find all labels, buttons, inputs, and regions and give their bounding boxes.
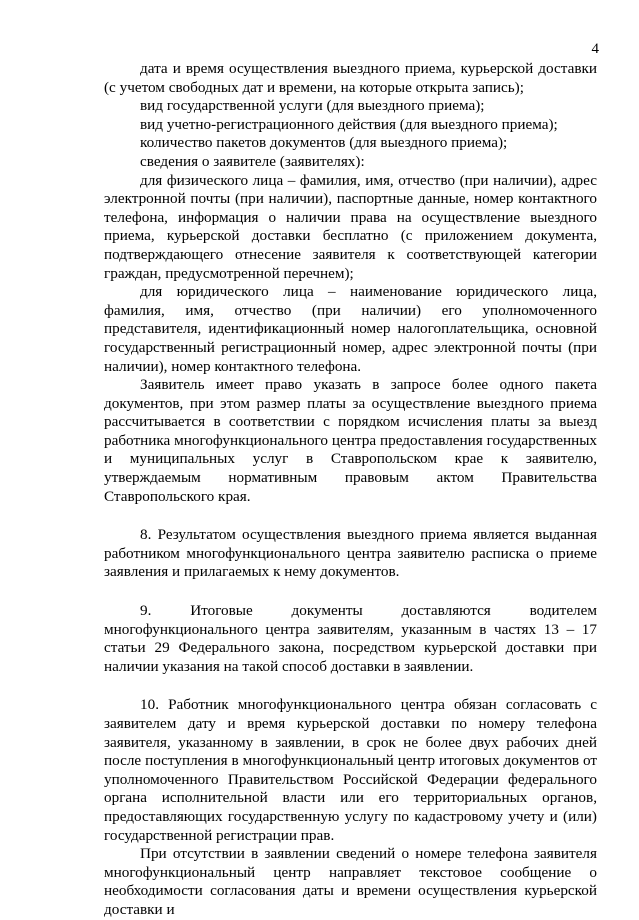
- paragraph-item-8: 8. Результатом осуществления выездного приема является выданная работником многофункционального центра заявителю расписка о приеме заявления и прилагаемых к нему документов.: [104, 526, 597, 581]
- paragraph-legal-entity: для юридического лица – наименование юридического лица, фамилия, имя, отчество (при наличии) его уполномоченного представителя, идентификационный номер налогоплательщика, основной государственный регистрационный номер, адрес электронной почты (при наличии), номер контактного телефона.: [104, 283, 597, 375]
- paragraph-item-10: 10. Работник многофункционального центра обязан согласовать с заявителем дату и время курьерской доставки по номеру телефона заявителя, указанному в заявлении, в срок не более двух рабочих дней после поступления в многофункциональный центр итоговых документов от уполномоченного Правительством Российской Федерации федерального органа исполнительной власти или его территориальных органов, предоставляющих государственную услугу по кадастровому учету и (или) государственной регистрации прав.: [104, 696, 597, 844]
- document-body: [104, 60, 597, 920]
- paragraph-package-count: количество пакетов документов (для выездного приема);: [140, 134, 508, 152]
- paragraph-date-time: дата и время осуществления выездного приема, курьерской доставки (с учетом свободных дат и времени, на которые открыта запись);: [104, 60, 597, 96]
- paragraph-applicant-info: сведения о заявителе (заявителях):: [140, 152, 365, 170]
- section-gap: [104, 506, 597, 526]
- paragraph-multiple-packages: Заявитель имеет право указать в запросе более одного пакета документов, при этом размер платы за осуществление выездного приема рассчитывается в соответствии с порядком исчисления платы за выезд работника многофункционального центра предоставления государственных и муниципальных услуг в Ставропольском крае к заявителю, утверждаемым нормативным правовым актом Правительства Ставропольского края.: [104, 376, 597, 505]
- paragraph-service-type: вид государственной услуги (для выездного приема);: [140, 97, 485, 115]
- paragraph-registration-action: вид учетно-регистрационного действия (для выездного приема);: [140, 115, 558, 133]
- paragraph-item-9: 9. Итоговые документы доставляются водителем многофункционального центра заявителям, указанным в частях 13 – 17 статьи 29 Федерального закона, посредством курьерской доставки при наличии указания на такой способ доставки в заявлении.: [104, 602, 597, 675]
- section-gap: [104, 676, 597, 696]
- paragraph-no-phone: При отсутствии в заявлении сведений о номере телефона заявителя многофункциональный центр направляет текстовое сообщение о необходимости согласования даты и времени осуществления курьерской доставки и: [104, 845, 597, 918]
- page-number: 4: [591, 41, 599, 57]
- paragraph-individual: для физического лица – фамилия, имя, отчество (при наличии), адрес электронной почты (при наличии), паспортные данные, номер контактного телефона, информация о наличии права на осуществление выездного приема, курьерской доставки бесплатно (с приложением документа, подтверждающего отнесение заявителя к соответствующей категории граждан, предусмотренной перечнем);: [104, 171, 597, 282]
- section-gap: [104, 582, 597, 602]
